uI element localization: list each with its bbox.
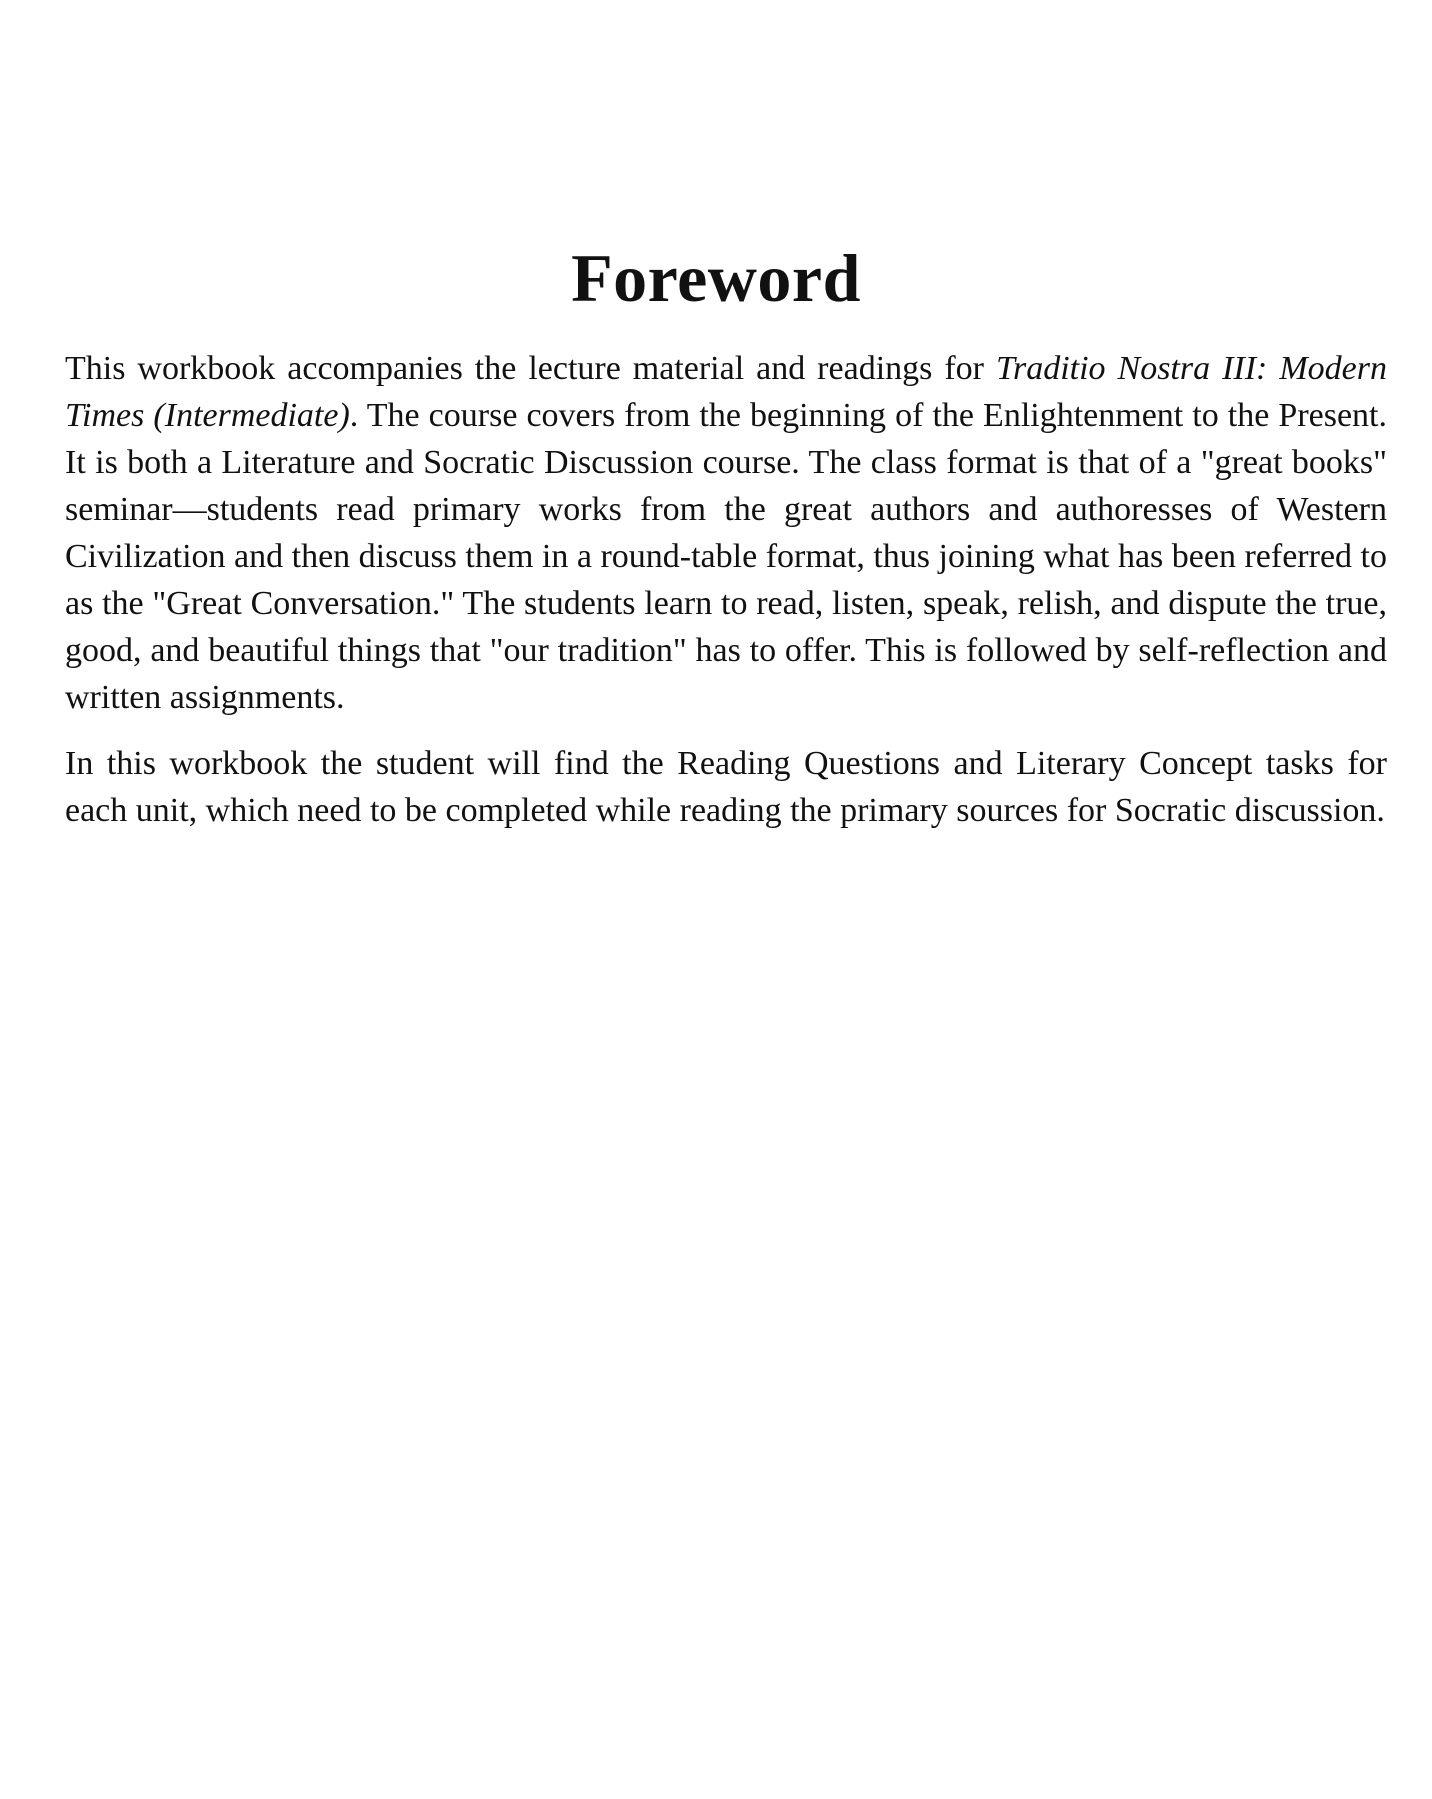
foreword-body	[65, 345, 1387, 834]
paragraph-intro-rest: . The course covers from the beginning of the Enlightenment to the Present. It is both a Literature and Socratic Discussion course. The class format is that of a "great books" seminar—students read primary works from the great authors and authoresses of Western Civilization and then discuss them in a round-table format, thus joining what has been referred to as the "Great Conversation." The students learn to read, listen, speak, relish, and dispute the true, good, and beautiful things that "our tradition" has to offer. This is followed by self-reflection and written assignments.	[65, 397, 1388, 716]
paragraph-intro-lead: This workbook accompanies the lecture material and readings for	[65, 350, 996, 387]
page-title: Foreword	[571, 240, 861, 316]
paragraph-intro	[65, 345, 1387, 721]
course-title: Traditio Nostra III: Modern Times (Intermediate)	[65, 350, 1387, 434]
paragraph-workbook: In this workbook the student will find the Reading Questions and Literary Concept tasks for each unit, which need to be completed while reading the primary sources for Socratic discussion.	[65, 745, 1387, 829]
